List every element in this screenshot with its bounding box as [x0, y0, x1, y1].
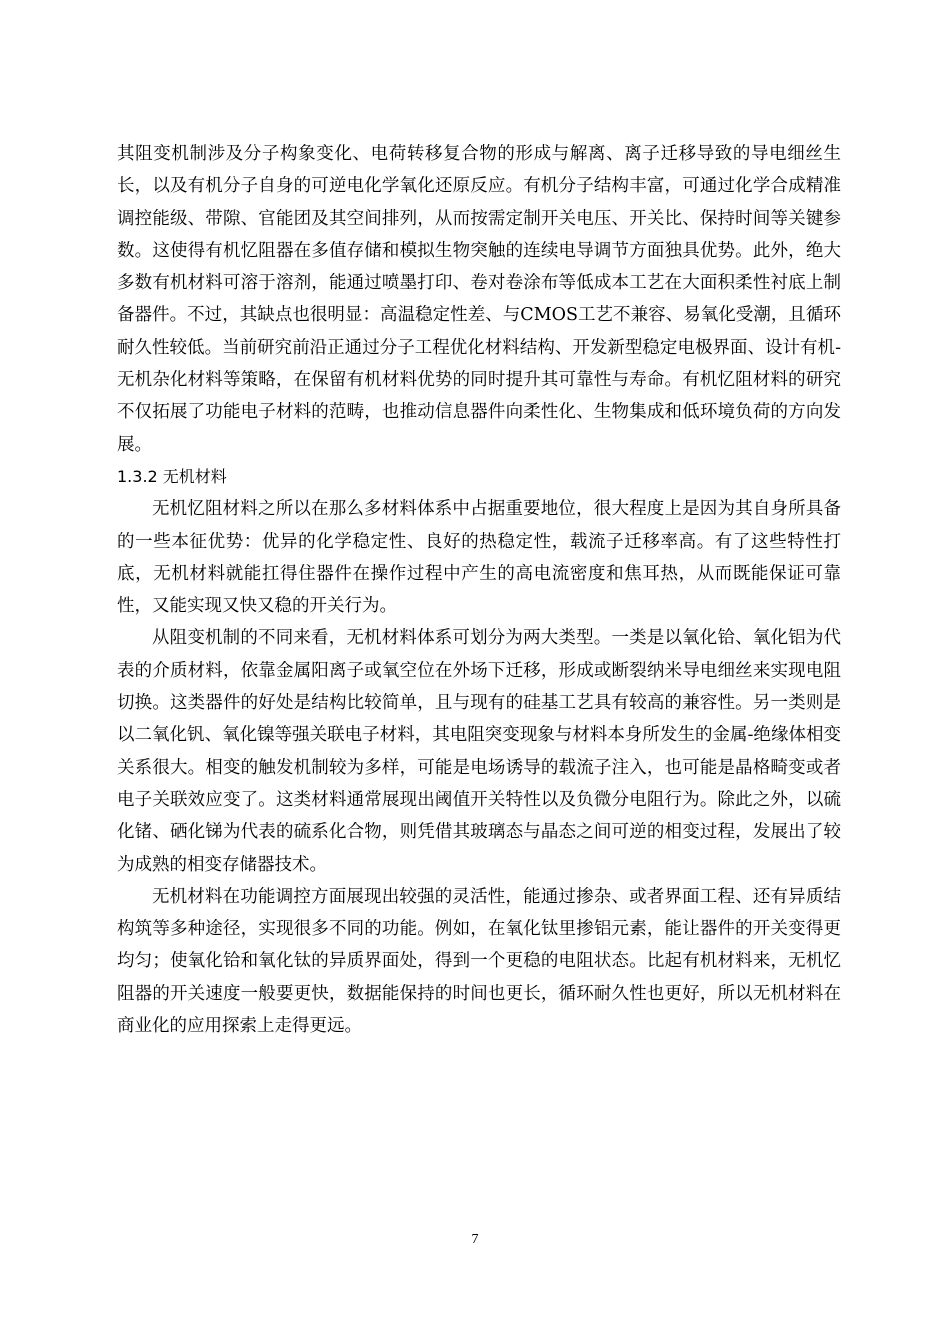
paragraph-organic-continued: 其阻变机制涉及分子构象变化、电荷转移复合物的形成与解离、离子迁移导致的导电细丝生长，以及有机分子自身的可逆电化学氧化还原反应。有机分子结构丰富，可通过化学合成精准调控能级、带隙、官能团及其空间排列，从而按需定制开关电压、开关比、保持时间等关键参数。这使得有机忆阻器在多值存储和模拟生物突触的连续电导调节方面独具优势。此外，绝大多数有机材料可溶于溶剂，能通过喷墨打印、卷对卷涂布等低成本工艺在大面积柔性衬底上制备器件。不过，其缺点也很明显：高温稳定性差、与CMOS工艺不兼容、易氧化受潮，且循环耐久性较低。当前研究前沿正通过分子工程优化材料结构、开发新型稳定电极界面、设计有机-无机杂化材料等策略，在保留有机材料优势的同时提升其可靠性与寿命。有机忆阻材料的研究不仅拓展了功能电子材料的范畴，也推动信息器件向柔性化、生物集成和低环境负荷的方向发展。	[117, 144, 841, 455]
paragraph-inorganic-tuning: 无机材料在功能调控方面展现出较强的灵活性，能通过掺杂、或者界面工程、还有异质结构筑等多种途径，实现很多不同的功能。例如，在氧化钛里掺铝元素，能让器件的开关变得更均匀；使氧化铪和氧化钛的异质界面处，得到一个更稳的电阻状态。比起有机材料来，无机忆阻器的开关速度一般要更快，数据能保持的时间也更长，循环耐久性也更好，所以无机材料在商业化的应用探索上走得更远。	[117, 886, 841, 1037]
paragraph-inorganic-mechanisms: 从阻变机制的不同来看，无机材料体系可划分为两大类型。一类是以氧化铪、氧化铝为代表的介质材料，依靠金属阳离子或氧空位在外场下迁移，形成或断裂纳米导电细丝来实现电阻切换。这类器件的好处是结构比较简单，且与现有的硅基工艺具有较高的兼容性。另一类则是以二氧化钒、氧化镍等强关联电子材料，其电阻突变现象与材料本身所发生的金属-绝缘体相变关系很大。相变的触发机制较为多样，可能是电场诱导的载流子注入，也可能是晶格畸变或者电子关联效应变了。这类材料通常展现出阈值开关特性以及负微分电阻行为。除此之外，以硫化锗、硒化锑为代表的硫系化合物，则凭借其玻璃态与晶态之间可逆的相变过程，发展出了较为成熟的相变存储器技术。	[117, 628, 841, 875]
body-text	[117, 138, 841, 1042]
page-number: 7	[471, 1232, 479, 1247]
section-heading-1-3-2: 1.3.2 无机材料	[117, 466, 227, 486]
paragraph-inorganic-advantages: 无机忆阻材料之所以在那么多材料体系中占据重要地位，很大程度上是因为其自身所具备的一些本征优势：优异的化学稳定性、良好的热稳定性，载流子迁移率高。有了这些特性打底，无机材料就能扛得住器件在操作过程中产生的高电流密度和焦耳热，从而既能保证可靠性，又能实现又快又稳的开关行为。	[117, 499, 841, 617]
